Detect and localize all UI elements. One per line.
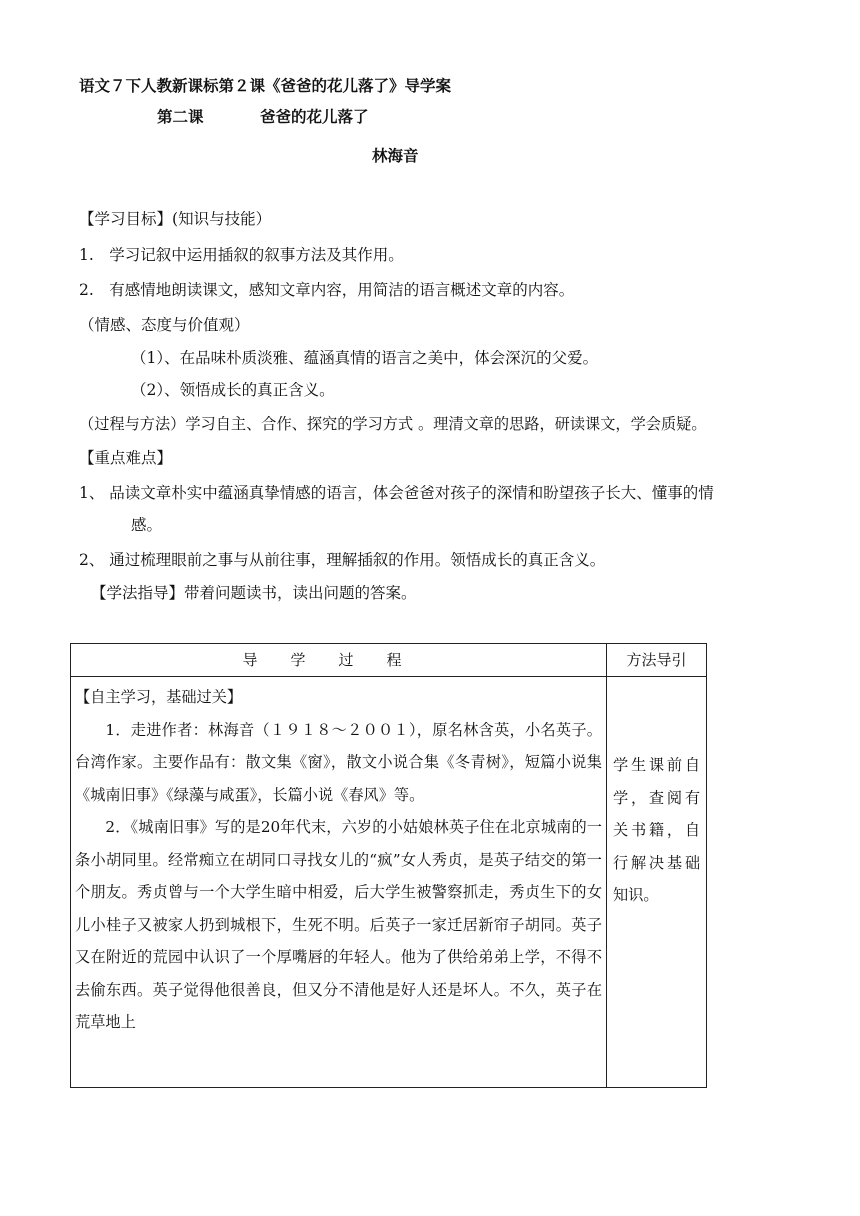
table-header-main: [71, 644, 607, 677]
objectives-section: [79, 209, 271, 229]
table-header-main-text: 导学过程: [242, 651, 435, 669]
process-method-line: （过程与方法）学习自主、合作、探究的学习方式 。理清文章的思路，研读课文，学会质疑。: [79, 415, 707, 433]
author-intro-paragraph: 1．走进作者：林海音（１９１８～２００１），原名林含英，小名英子。台湾作家。主要作品有：散文集《窗》，散文小说合集《冬青树》，短篇小说集《城南旧事》《绿藻与咸蛋》，长篇小说《春风》等。: [75, 720, 602, 804]
guide-table: [70, 643, 707, 1088]
objective-item-1: 1. 学习记叙中运用插叙的叙事方法及其作用。: [79, 246, 404, 264]
emotion-item-1: （1）、在品味朴质淡雅、蕴涵真情的语言之美中，体会深沉的父爱。: [131, 349, 599, 367]
key-point-item-2: 2、 通过梳理眼前之事与从前往事，理解插叙的作用。领悟成长的真正含义。: [79, 551, 606, 569]
method-guide-line: 【学法指导】带着问题读书，读出问题的答案。: [91, 584, 417, 602]
table-header-side: 方法导引: [607, 644, 707, 677]
lesson-author: 林海音: [372, 147, 419, 165]
lesson-title: 爸爸的花儿落了: [260, 108, 369, 126]
document-title: 语文７下人教新课标第２课《爸爸的花儿落了》导学案: [79, 77, 452, 95]
table-main-cell: [71, 677, 607, 1088]
emotion-item-2: （2）、领悟成长的真正含义。: [131, 381, 335, 399]
key-point-item-1: 1、 品读文章朴实中蕴涵真挚情感的语言，体会爸爸对孩子的深情和盼望孩子长大、懂事的情: [79, 484, 714, 502]
emotion-label: （情感、态度与价值观）: [79, 316, 250, 334]
key-point-item-1-cont: 感。: [131, 516, 163, 534]
table-side-cell: 学生课前自学，查阅有关书籍，自行解决基础知识。: [607, 677, 707, 1088]
story-summary-paragraph: 2．《城南旧事》写的是20年代末，六岁的小姑娘林英子住在北京城南的一条小胡同里。经常痴立在胡同口寻找女儿的“疯”女人秀贞，是英子结交的第一个朋友。秀贞曾与一个大学生暗中相爱，后大学生被警察抓走，秀贞生下的女儿小桂子又被家人扔到城根下，生死不明。后英子一家迁居新帘子胡同。英子又在附近的荒园中认识了一个厚嘴唇的年轻人。他为了供给弟弟上学，不得不去偷东西。英子觉得他很善良，但又分不清他是好人还是坏人。不久，英子在荒草地上: [75, 818, 602, 1031]
self-study-heading: 【自主学习，基础过关】: [75, 688, 243, 706]
objectives-heading: 【学习目标】: [79, 210, 173, 228]
key-points-heading: 【重点难点】: [79, 449, 173, 467]
lesson-number: 第二课: [157, 108, 204, 126]
objective-item-2: 2. 有感情地朗读课文，感知文章内容，用简洁的语言概述文章的内容。: [79, 281, 575, 299]
knowledge-skill-label: (知识与技能）: [172, 210, 272, 228]
